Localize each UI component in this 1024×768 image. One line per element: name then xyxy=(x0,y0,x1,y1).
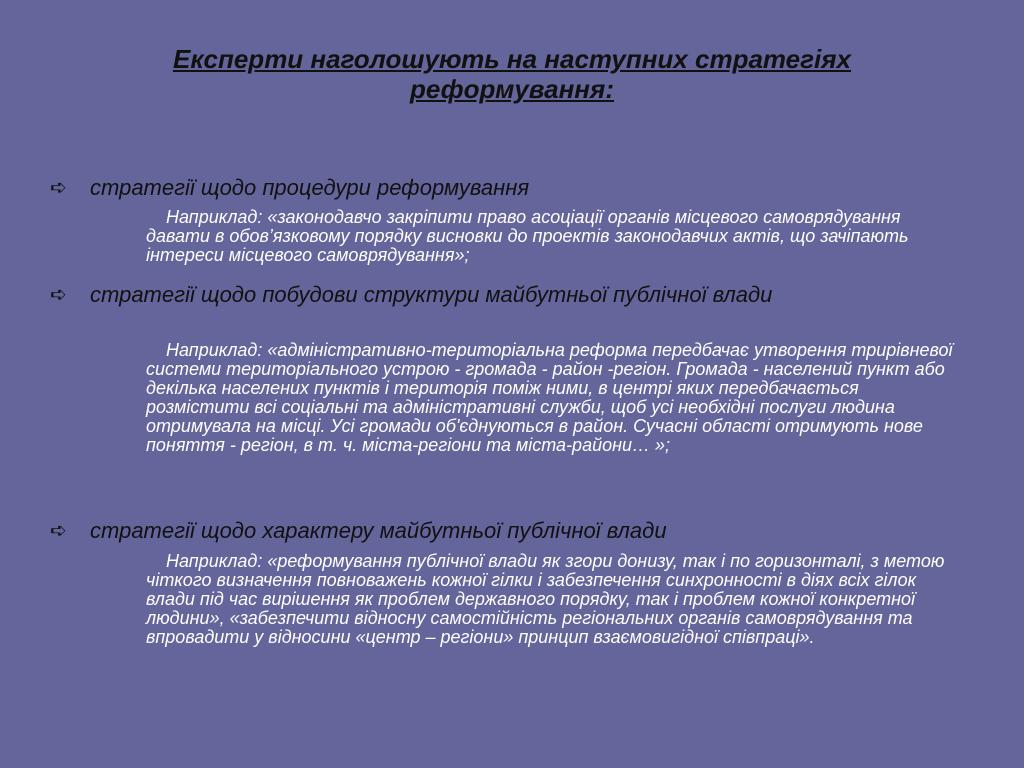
bullet-item xyxy=(50,282,970,308)
example-text: Наприклад: «законодавчо закріпити право асоціації органів місцевого самоврядування давати в обов’язковому порядку висновки до проектів законодавчих актів, що зачіпають інтереси місцевого самоврядування»; xyxy=(146,207,909,265)
title-line-1: Експерти наголошують на наступних стратегіях xyxy=(172,44,852,74)
slide-title xyxy=(40,44,984,104)
bullet-heading: стратегії щодо процедури реформування xyxy=(90,175,530,200)
bullet-heading: стратегії щодо характеру майбутньої публічної влади xyxy=(90,518,667,543)
example-text: Наприклад: «реформування публічної влади як згори донизу, так і по горизонталі, з метою чіткого визначення повноважень кожної гілки і забезпечення синхронності в діях всіх гілок влади під час вирішення як проблем державного порядку, так і проблем кожної конкретної людини», «забезпечити відносну самостійність регіональних органів самоврядування та впровадити у відносини «центр – регіони» принцип взаємовигідної співпраці». xyxy=(146,551,945,647)
title-line-2: реформування: xyxy=(410,74,614,104)
hollow-arrow-icon: ➪ xyxy=(50,284,67,306)
hollow-arrow-icon: ➪ xyxy=(50,177,67,199)
bullet-item xyxy=(50,518,970,544)
bullet-heading: стратегії щодо побудови структури майбутньої публічної влади xyxy=(90,282,773,307)
example-text: Наприклад: «адміністративно-територіальна реформа передбачає утворення трирівневої системи територіального устрою - громада - район -регіон. Громада - населений пункт або декілька населених пунктів і територія поміж ними, в центрі яких передбачається розмістити всі соціальні та адміністративні служби, щоб усі необхідні послуги людина отримувала на місці. Усі громади об'єднуються в район. Сучасні області отримують нове поняття - регіон, в т. ч. міста-регіони та міста-райони… »; xyxy=(146,340,953,455)
bullet-item xyxy=(50,175,970,201)
hollow-arrow-icon: ➪ xyxy=(50,520,67,542)
